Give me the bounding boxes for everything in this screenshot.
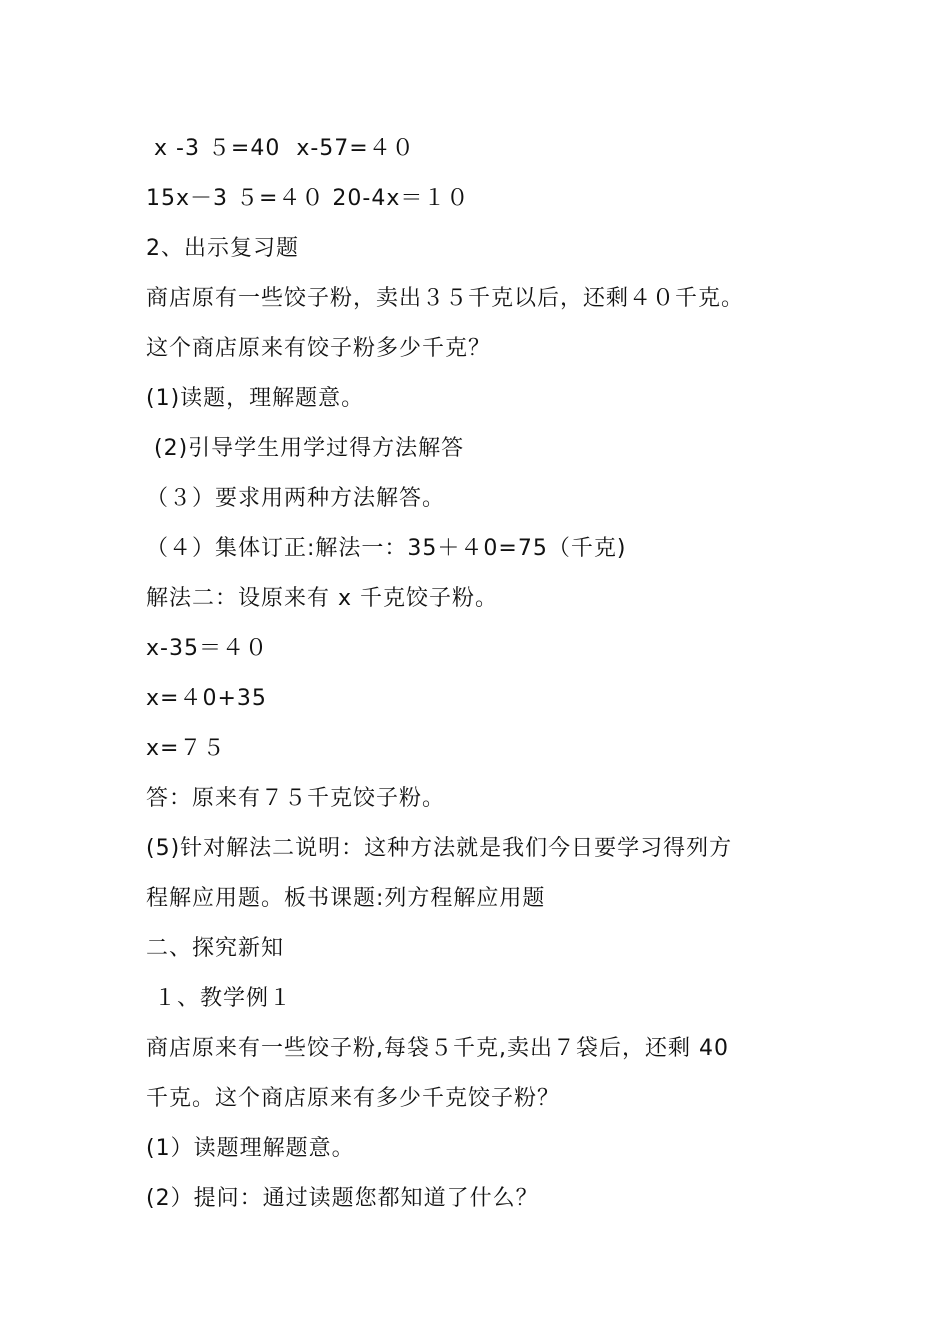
solution-equation-1: x-35＝４０ (146, 636, 268, 661)
section-heading-review: 2、出示复习题 (146, 236, 299, 261)
step-5-continued: 程解应用题。板书课题:列方程解应用题 (146, 886, 546, 911)
example-heading: １、教学例１ (146, 986, 292, 1011)
example-step-2: (2）提问：通过读题您都知道了什么？ (146, 1186, 539, 1211)
step-4: （４）集体订正:解法一：35＋４0=75（千克) (146, 536, 627, 561)
review-problem-question: 这个商店原来有饺子粉多少千克？ (146, 336, 492, 361)
example-problem-text: 商店原来有一些饺子粉,每袋５千克,卖出７袋后，还剩 40 (146, 1036, 729, 1061)
example-step-1: (1）读题理解题意。 (146, 1136, 355, 1161)
step-1: (1)读题，理解题意。 (146, 386, 365, 411)
step-5: (5)针对解法二说明：这种方法就是我们今日要学习得列方 (146, 836, 733, 861)
answer-line: 答：原来有７５千克饺子粉。 (146, 786, 446, 811)
solution-two-intro: 解法二：设原来有 x 千克饺子粉。 (146, 586, 499, 611)
step-3: （３）要求用两种方法解答。 (146, 486, 446, 511)
review-problem-text: 商店原有一些饺子粉，卖出３５千克以后，还剩４０千克。 (146, 286, 745, 311)
solution-equation-2: x=４0+35 (146, 686, 267, 711)
example-problem-question: 千克。这个商店原来有多少千克饺子粉？ (146, 1086, 561, 1111)
equation-line-2: 15x－3 ５=４０ 20-4x＝１０ (146, 186, 470, 211)
section-heading-explore: 二、探究新知 (146, 936, 285, 961)
solution-equation-3: x=７５ (146, 736, 226, 761)
step-2: (2)引导学生用学过得方法解答 (146, 436, 465, 461)
equation-line-1: x -3 ５=40 x-57=４０ (146, 136, 415, 161)
